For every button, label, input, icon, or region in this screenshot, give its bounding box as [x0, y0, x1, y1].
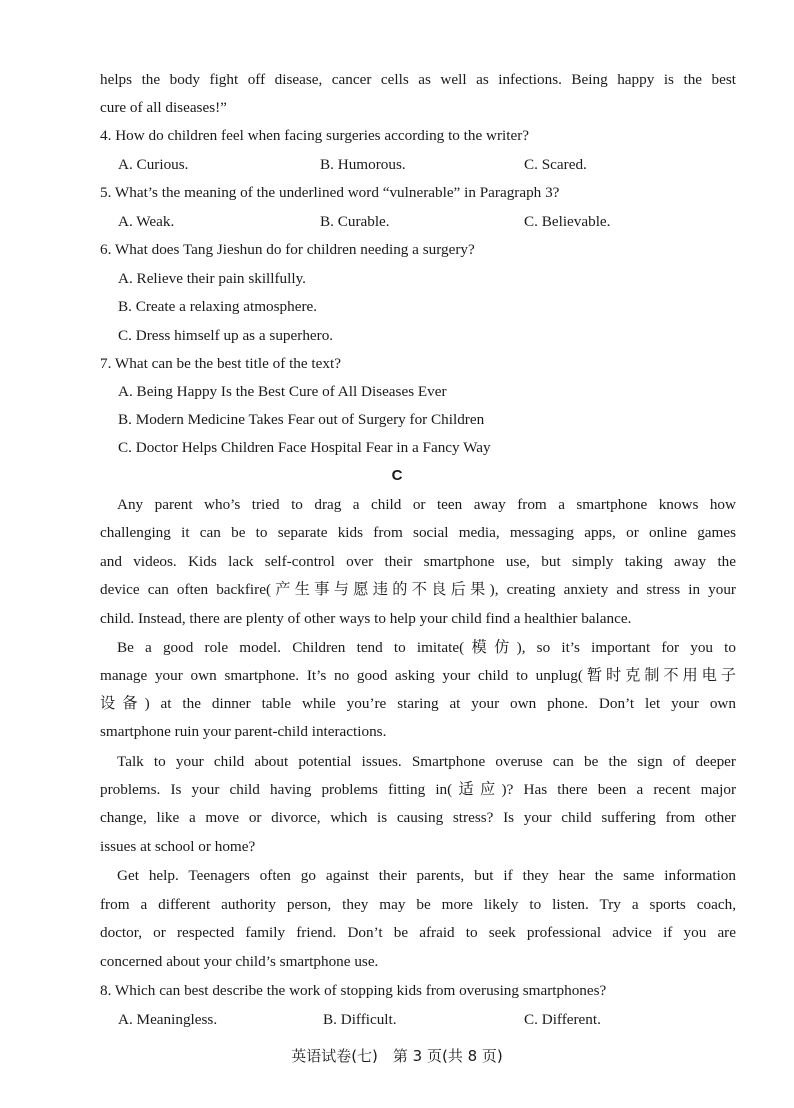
question-6-stem: 6. What does Tang Jieshun do for children needing a surgery?: [100, 241, 475, 258]
question-7-option-c[interactable]: C. Doctor Helps Children Face Hospital Fear in a Fancy Way: [118, 439, 491, 456]
question-5-option-c[interactable]: C. Believable.: [524, 213, 611, 230]
question-4-option-a[interactable]: A. Curious.: [118, 156, 189, 173]
question-8-stem: 8. Which can best describe the work of stopping kids from overusing smartphones?: [100, 982, 607, 999]
question-5-option-b[interactable]: B. Curable.: [320, 213, 390, 230]
paragraph-line: from a different authority person, they may be more likely to listen. Try a sports coach,: [100, 896, 736, 913]
paragraph-line: device can often backfire(产生事与愿违的不良后果), creating anxiety and stress in your: [100, 581, 736, 598]
section-heading: C: [391, 467, 403, 484]
paragraph-line: smartphone ruin your parent-child interactions.: [100, 723, 387, 740]
paragraph-line: doctor, or respected family friend. Don’t be afraid to seek professional advice if you are: [100, 924, 736, 941]
question-4-option-c[interactable]: C. Scared.: [524, 156, 587, 173]
question-8-option-c[interactable]: C. Different.: [524, 1011, 601, 1028]
question-8-option-a[interactable]: A. Meaningless.: [118, 1011, 218, 1028]
paragraph-line: Be a good role model. Children tend to imitate(模仿), so it’s important for you to: [117, 639, 736, 656]
question-7-option-b[interactable]: B. Modern Medicine Takes Fear out of Surgery for Children: [118, 411, 485, 428]
passage-line: helps the body fight off disease, cancer cells as well as infections. Being happy is the best: [100, 71, 736, 88]
paragraph-line: change, like a move or divorce, which is causing stress? Is your child suffering from other: [100, 809, 736, 826]
paragraph-line: Get help. Teenagers often go against their parents, but if they hear the same information: [117, 867, 736, 884]
question-7-stem: 7. What can be the best title of the text?: [100, 355, 341, 372]
question-7-option-a[interactable]: A. Being Happy Is the Best Cure of All Diseases Ever: [118, 383, 447, 400]
paragraph-line: manage your own smartphone. It’s no good asking your child to unplug(暂时克制不用电子: [100, 667, 736, 684]
paragraph-line: 设备) at the dinner table while you’re staring at your own phone. Don’t let your own: [100, 695, 736, 712]
question-8-option-b[interactable]: B. Difficult.: [323, 1011, 397, 1028]
paragraph-line: child. Instead, there are plenty of other ways to help your child find a healthier balance.: [100, 610, 632, 627]
paragraph-line: Talk to your child about potential issues. Smartphone overuse can be the sign of deeper: [117, 753, 736, 770]
question-5-stem: 5. What’s the meaning of the underlined word “vulnerable” in Paragraph 3?: [100, 184, 560, 201]
question-6-option-b[interactable]: B. Create a relaxing atmosphere.: [118, 298, 318, 315]
question-4-option-b[interactable]: B. Humorous.: [320, 156, 406, 173]
paragraph-line: and videos. Kids lack self-control over their smartphone use, but simply taking away the: [100, 553, 736, 570]
paragraph-line: Any parent who’s tried to drag a child or teen away from a smartphone knows how: [117, 496, 736, 513]
paragraph-line: concerned about your child’s smartphone use.: [100, 953, 379, 970]
page-footer: 英语试卷(七) 第 3 页(共 8 页): [291, 1047, 503, 1065]
question-6-option-a[interactable]: A. Relieve their pain skillfully.: [118, 270, 306, 287]
question-6-option-c[interactable]: C. Dress himself up as a superhero.: [118, 327, 334, 344]
paragraph-line: issues at school or home?: [100, 838, 256, 855]
paragraph-line: problems. Is your child having problems fitting in(适应)? Has there been a recent major: [100, 781, 736, 798]
question-5-option-a[interactable]: A. Weak.: [118, 213, 175, 230]
passage-line: cure of all diseases!”: [100, 99, 227, 116]
question-4-stem: 4. How do children feel when facing surgeries according to the writer?: [100, 127, 530, 144]
paragraph-line: challenging it can be to separate kids from social media, messaging apps, or online games: [100, 524, 736, 541]
